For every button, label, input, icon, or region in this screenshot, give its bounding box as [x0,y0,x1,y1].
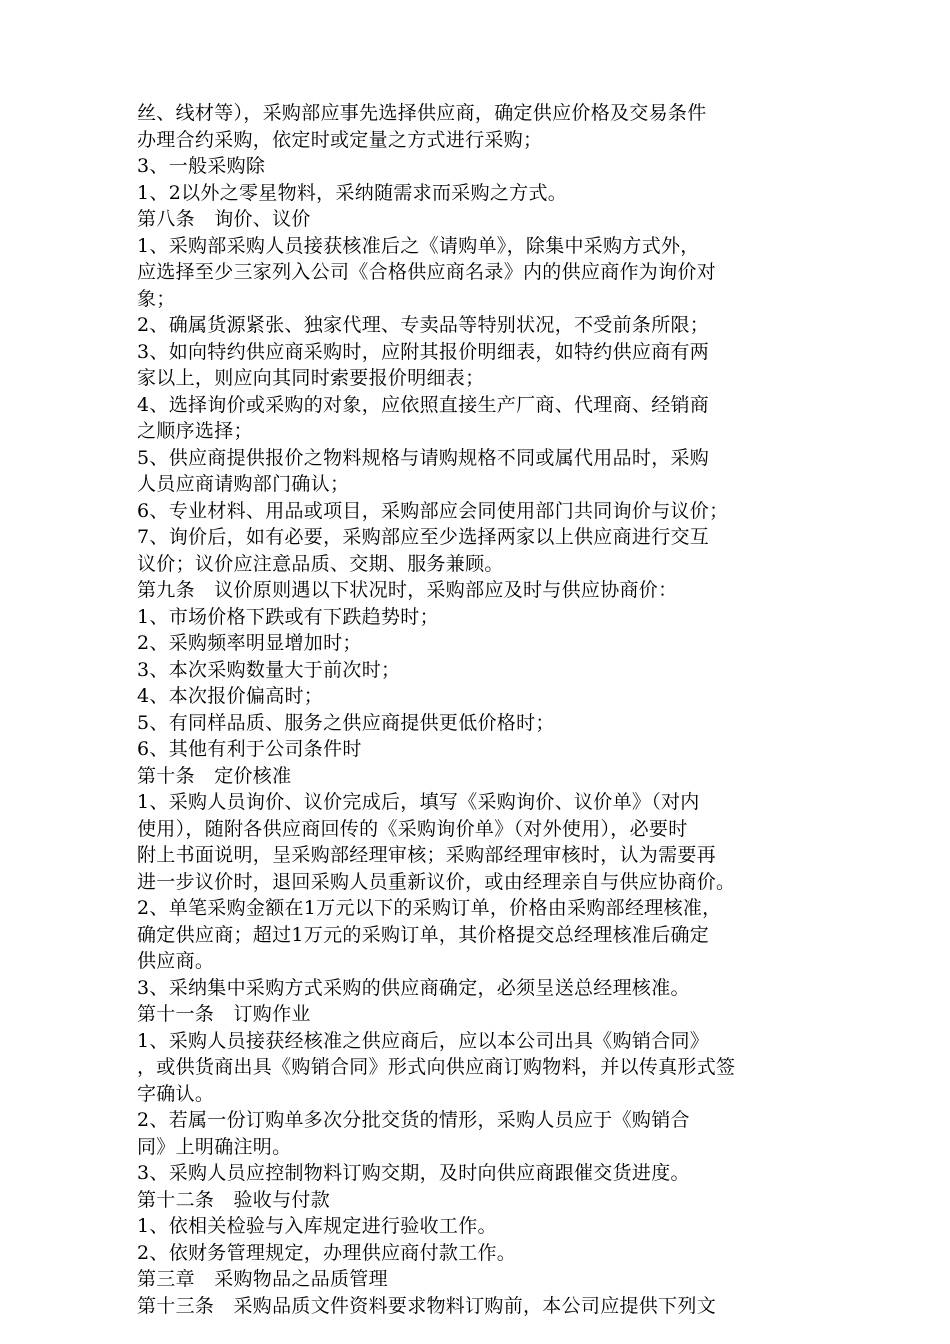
text-line: 附上书面说明，呈采购部经理审核；采购部经理审核时，认为需要再 [137,844,717,866]
text-line: 6、其他有利于公司条件时 [137,738,362,760]
text-line: 象； [137,287,176,310]
text-line: 家以上，则应向其同时索要报价明细表； [137,367,485,389]
text-line: 丝、线材等），采购部应事先选择供应商，确定供应价格及交易条件 [137,102,707,124]
article-heading-13: 第十三条 采购品质文件资料要求物料订购前，本公司应提供下列文 [137,1294,717,1317]
text-line: 同》上明确注明。 [137,1135,292,1158]
text-line: 之顺序选择； [137,420,253,442]
text-line: 1、采购人员询价、议价完成后，填写《采购询价、议价单》（对内 [137,791,700,813]
text-line: 3、采纳集中采购方式采购的供应商确定，必须呈送总经理核准。 [137,976,690,999]
text-line: 1、采购人员接获经核准之供应商后，应以本公司出具《购销合同》 [137,1029,710,1052]
text-line: 使用），随附各供应商回传的《采购询价单》（对外使用），必要时 [137,817,688,840]
text-line: 3、采购人员应控制物料订购交期，及时向供应商跟催交货进度。 [137,1162,690,1184]
text-line: 4、本次报价偏高时； [137,685,324,707]
text-line: 4、选择询价或采购的对象，应依照直接生产厂商、代理商、经销商 [137,393,710,416]
text-line: 1、依相关检验与入库规定进行验收工作。 [137,1215,497,1237]
text-line: 2、采购频率明显增加时； [137,632,362,654]
text-line: 5、有同样品质、服务之供应商提供更低价格时； [137,711,555,734]
text-line: 3、本次采购数量大于前次时； [137,658,401,681]
text-line: 字确认。 [137,1082,215,1105]
text-line: 7、询价后，如有必要，采购部应至少选择两家以上供应商进行交互 [137,526,710,548]
text-line: 3、如向特约供应商采购时，应附其报价明细表，如特约供应商有两 [137,340,710,363]
text-line: 2、若属一份订购单多次分批交货的情形，采购人员应于《购销合 [137,1109,690,1131]
article-heading-10: 第十条 定价核准 [137,764,292,787]
text-line: 2、依财务管理规定，办理供应商付款工作。 [137,1241,517,1264]
document-body [137,100,827,1319]
text-line: 人员应商请购部门确认； [137,473,350,495]
article-heading-12: 第十二条 验收与付款 [137,1188,331,1211]
text-line: 办理合约采购，依定时或定量之方式进行采购； [137,128,543,151]
text-line: 确定供应商；超过1万元的采购订单，其价格提交总经理核准后确定 [137,923,710,946]
text-line: 1、市场价格下跌或有下跌趋势时； [137,605,439,628]
text-line: 进一步议价时，退回采购人员重新议价，或由经理亲自与供应协商价。 [137,870,736,893]
text-line: 1、采购部采购人员接获核准后之《请购单》，除集中采购方式外， [137,234,700,257]
text-line: 供应商。 [137,950,215,972]
article-heading-11: 第十一条 订购作业 [137,1003,311,1025]
text-line: 1、2以外之零星物料，采纳随需求而采购之方式。 [137,181,568,204]
text-line: 6、专业材料、用品或项目，采购部应会同使用部门共同询价与议价； [137,499,729,522]
text-line: 议价；议价应注意品质、交期、服务兼顾。 [137,552,504,575]
text-line: 5、供应商提供报价之物料规格与请购规格不同或属代用品时，采购 [137,446,710,469]
chapter-heading-3: 第三章 采购物品之品质管理 [137,1268,388,1290]
article-heading-9: 第九条 议价原则遇以下状况时，采购部应及时与供应协商价： [137,579,678,601]
text-line: 3、一般采购除 [137,155,266,177]
text-line: 2、确属货源紧张、独家代理、专卖品等特别状况，不受前条所限； [137,314,710,336]
article-heading-8: 第八条 询价、议价 [137,208,311,230]
text-line: 应选择至少三家列入公司《合格供应商名录》内的供应商作为询价对 [137,261,717,283]
text-line: 2、单笔采购金额在1万元以下的采购订单，价格由采购部经理核准， [137,897,722,919]
text-line: ，或供货商出具《购销合同》形式向供应商订购物料，并以传真形式签 [137,1056,736,1078]
